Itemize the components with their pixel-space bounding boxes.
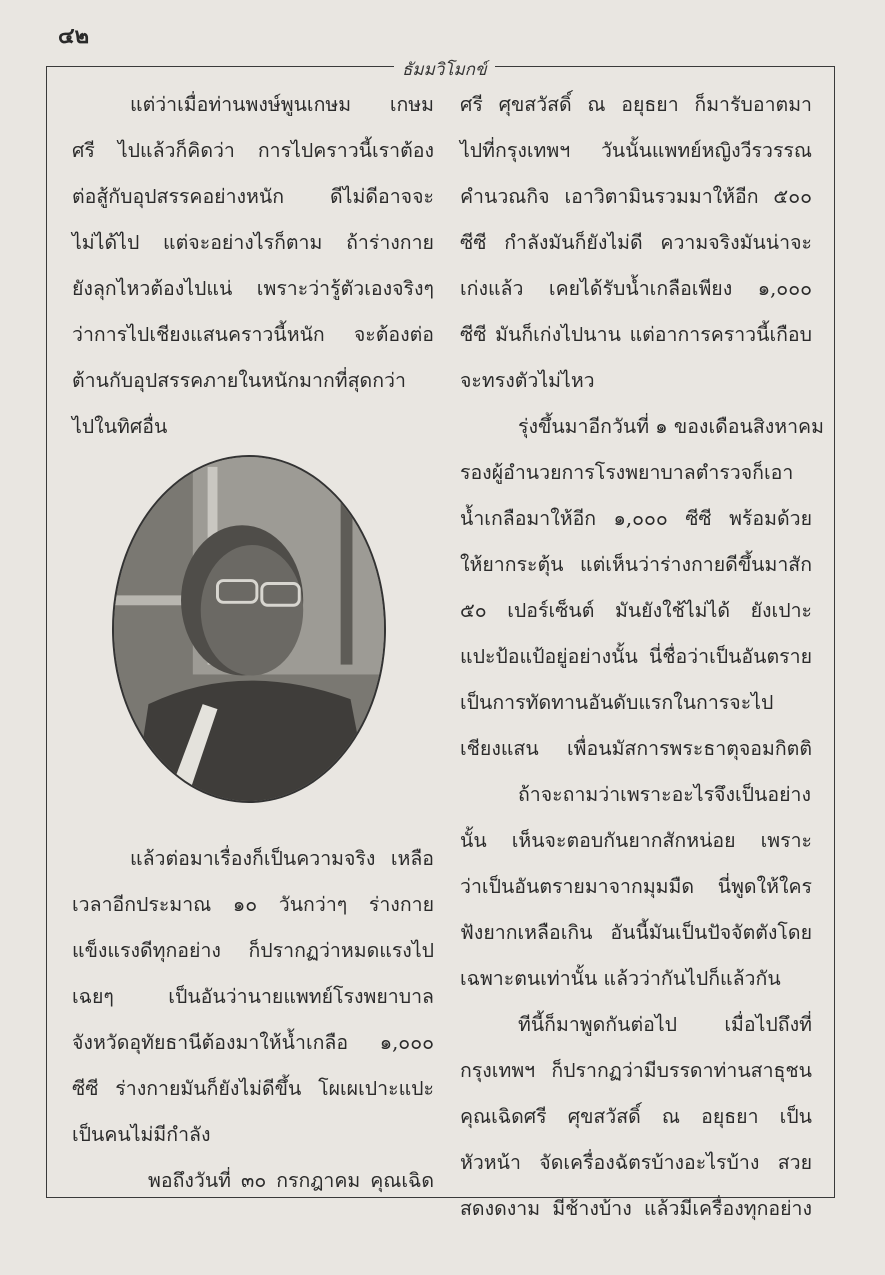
text-line: รุ่งขึ้นมาอีกวันที่ ๑ ของเดือนสิงหาคม	[518, 415, 824, 438]
text-line: สดงดงาม มีช้างบ้าง แล้วมีเครื่องทุกอย่าง	[460, 1197, 812, 1220]
text-line: จะทรงตัวไม่ไหว	[460, 369, 595, 392]
text-line: แข็งแรงดีทุกอย่าง ก็ปรากฏว่าหมดแรงไป	[72, 939, 434, 962]
text-line: ว่าการไปเชียงแสนคราวนี้หนัก จะต้องต่อ	[72, 323, 434, 346]
text-line: เก่งแล้ว เคยได้รับน้ำเกลือเพียง ๑,๐๐๐	[460, 277, 812, 300]
text-line: หัวหน้า จัดเครื่องฉัตรบ้างอะไรบ้าง สวย	[460, 1151, 812, 1174]
text-line: ถ้าจะถามว่าเพราะอะไรจึงเป็นอย่าง	[518, 783, 811, 806]
text-line: ๕๐ เปอร์เซ็นต์ มันยังใช้ไม่ได้ ยังเปาะ	[460, 599, 812, 622]
text-line: ทีนี้ก็มาพูดกันต่อไป เมื่อไปถึงที่	[518, 1013, 812, 1036]
text-line: นั้น เห็นจะตอบกันยากสักหน่อย เพราะ	[460, 829, 812, 852]
text-line: คุณเฉิดศรี ศุขสวัสดิ์ ณ อยุธยา เป็น	[460, 1105, 812, 1128]
text-line: จังหวัดอุทัยธานีต้องมาให้น้ำเกลือ ๑,๐๐๐	[72, 1031, 434, 1054]
text-line: ซีซี กำลังมันก็ยังไม่ดี ความจริงมันน่าจะ	[460, 231, 812, 254]
text-line: น้ำเกลือมาให้อีก ๑,๐๐๐ ซีซี พร้อมด้วย	[460, 507, 812, 530]
text-line: แล้วต่อมาเรื่องก็เป็นความจริง เหลือ	[130, 847, 434, 870]
text-line: ไม่ได้ไป แต่จะอย่างไรก็ตาม ถ้าร่างกาย	[72, 231, 434, 254]
text-line: ว่าเป็นอันตรายมาจากมุมมืด นี่พูดให้ใคร	[460, 875, 812, 898]
text-line: รองผู้อำนวยการโรงพยาบาลตำรวจก็เอา	[460, 461, 794, 484]
text-line: เป็นคนไม่มีกำลัง	[72, 1123, 211, 1146]
right-column	[460, 82, 824, 1232]
text-line: ให้ยากระตุ้น แต่เห็นว่าร่างกายดีขึ้นมาสัก	[460, 553, 812, 576]
text-line: ยังลุกไหวต้องไปแน่ เพราะว่ารู้ตัวเองจริงๆ	[72, 277, 434, 300]
text-line: กรุงเทพฯ ก็ปรากฏว่ามีบรรดาท่านสาธุชน	[460, 1059, 812, 1082]
text-line: พอถึงวันที่ ๓๐ กรกฎาคม คุณเฉิด	[148, 1169, 434, 1192]
text-line: ศรี ไปแล้วก็คิดว่า การไปคราวนี้เราต้อง	[72, 139, 434, 162]
page-number: ๔๒	[58, 23, 90, 49]
text-line: ต้านกับอุปสรรคภายในหนักมากที่สุดกว่า	[72, 369, 406, 392]
running-title: ธัมมวิโมกข์	[394, 56, 495, 83]
left-column-top	[72, 82, 434, 450]
left-column-bottom	[72, 836, 434, 1204]
text-line: ต่อสู้กับอุปสรรคอย่างหนัก ดีไม่ดีอาจจะ	[72, 185, 434, 208]
text-line: ฟังยากเหลือเกิน อันนี้มันเป็นปัจจัตตังโดย	[460, 921, 812, 944]
monk-portrait-photo	[112, 455, 386, 803]
text-line: แปะป้อแป้อยู่อย่างนั้น นี่ชื่อว่าเป็นอันตราย	[460, 645, 812, 668]
text-line: เชียงแสน เพื่อนมัสการพระธาตุจอมกิตติ	[460, 737, 812, 760]
text-line: เวลาอีกประมาณ ๑๐ วันกว่าๆ ร่างกาย	[72, 893, 434, 916]
text-line: ไปในทิศอื่น	[72, 415, 168, 438]
text-line: เป็นการทัดทานอันดับแรกในการจะไป	[460, 691, 774, 714]
text-line: ซีซี ร่างกายมันก็ยังไม่ดีขึ้น โผเผเปาะแปะ	[72, 1077, 434, 1100]
text-line: ไปที่กรุงเทพฯ วันนั้นแพทย์หญิงวีรวรรณ	[460, 139, 812, 162]
text-line: เฉยๆ เป็นอันว่านายแพทย์โรงพยาบาล	[72, 985, 434, 1008]
portrait-image	[114, 457, 384, 801]
text-line: แต่ว่าเมื่อท่านพงษ์พูนเกษม เกษม	[130, 93, 434, 116]
text-line: ซีซี มันก็เก่งไปนาน แต่อาการคราวนี้เกือบ	[460, 323, 812, 346]
text-line: ศรี ศุขสวัสดิ์ ณ อยุธยา ก็มารับอาตมา	[460, 93, 812, 116]
text-line: เฉพาะตนเท่านั้น แล้วว่ากันไปก็แล้วกัน	[460, 967, 781, 990]
text-line: คำนวณกิจ เอาวิตามินรวมมาให้อีก ๕๐๐	[460, 185, 812, 208]
